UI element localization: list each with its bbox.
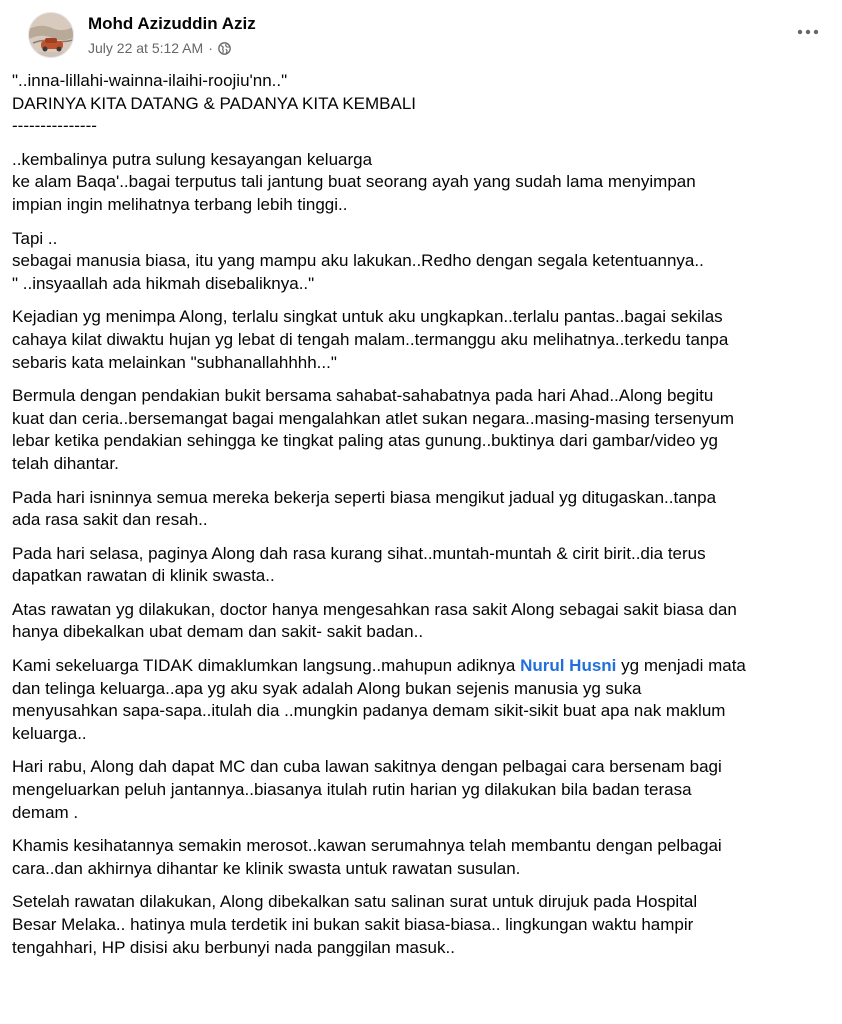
paragraph-3 <box>12 228 827 296</box>
text-line: Kejadian yg menimpa Along, terlalu singkat untuk aku ungkapkan..terlalu pantas..bagai sekilas <box>12 307 723 327</box>
paragraph-6 <box>12 487 827 532</box>
meta-separator: · <box>208 40 213 56</box>
text-line: Khamis kesihatannya semakin merosot..kawan serumahnya telah membantu dengan pelbagai <box>12 836 722 856</box>
more-options-button[interactable] <box>790 18 826 46</box>
text-line: dan telinga keluarga..apa yg aku syak adalah Along bukan sejenis manusia yg suka <box>12 678 642 698</box>
text-line: cahaya kilat diwaktu hujan yg lebat di tengah malam..termanggu aku melihatnya..terkedu tanpa <box>12 329 729 349</box>
text-segment: yg menjadi mata <box>616 656 746 676</box>
text-line: Bermula dengan pendakian bukit bersama sahabat-sahabatnya pada hari Ahad..Along begitu <box>12 386 714 406</box>
text-line <box>12 655 827 678</box>
text-line: Tapi .. <box>12 228 58 248</box>
text-line: Hari rabu, Along dah dapat MC dan cuba lawan sakitnya dengan pelbagai cara bersenam bagi <box>12 757 722 777</box>
post-timestamp[interactable]: July 22 at 5:12 AM <box>88 40 204 56</box>
text-line: "..inna-lillahi-wainna-ilaihi-roojiu'nn.." <box>12 71 288 90</box>
text-line: ..kembalinya putra sulung kesayangan keluarga <box>12 149 373 169</box>
paragraph-8 <box>12 599 827 644</box>
text-line: menyusahkan sapa-sapa..itulah dia ..mungkin padanya demam sikit-sikit buat apa nak maklum <box>12 701 726 721</box>
author-name[interactable]: Mohd Azizuddin Aziz <box>88 14 256 33</box>
globe-icon[interactable] <box>218 42 231 55</box>
text-line: Atas rawatan yg dilakukan, doctor hanya mengesahkan rasa sakit Along sebagai sakit biasa dan <box>12 599 737 619</box>
avatar[interactable] <box>28 12 74 58</box>
post-body <box>12 70 827 970</box>
text-line: impian ingin melihatnya terbang lebih tinggi.. <box>12 194 348 214</box>
text-segment: Kami sekeluarga TIDAK dimaklumkan langsung..mahupun adiknya <box>12 656 521 676</box>
text-line: sebagai manusia biasa, itu yang mampu aku lakukan..Redho dengan segala ketentuannya.. <box>12 251 704 271</box>
paragraph-4 <box>12 306 827 374</box>
text-line: ada rasa sakit dan resah.. <box>12 510 208 530</box>
text-line: Pada hari selasa, paginya Along dah rasa kurang sihat..muntah-muntah & cirit birit..dia terus <box>12 543 706 563</box>
post-header <box>16 0 826 64</box>
text-line: cara..dan akhirnya dihantar ke klinik swasta untuk rawatan susulan. <box>12 858 521 878</box>
text-line: telah dihantar. <box>12 453 119 473</box>
paragraph-9 <box>12 655 827 745</box>
text-line: hanya dibekalkan ubat demam dan sakit- sakit badan.. <box>12 622 424 642</box>
text-line: Pada hari isninnya semua mereka bekerja seperti biasa mengikut jadual yg ditugaskan..tanpa <box>12 487 717 507</box>
text-line: dapatkan rawatan di klinik swasta.. <box>12 566 275 586</box>
paragraph-1 <box>12 70 827 138</box>
text-line: keluarga.. <box>12 723 87 743</box>
more-options-icon <box>797 29 819 35</box>
paragraph-10 <box>12 756 827 824</box>
text-line: DARINYA KITA DATANG & PADANYA KITA KEMBALI <box>12 93 417 113</box>
paragraph-5 <box>12 385 827 475</box>
post-meta <box>88 40 231 56</box>
text-line: Besar Melaka.. hatinya mula terdetik ini bukan sakit biasa-biasa.. lingkungan waktu hampir <box>12 915 694 934</box>
text-line: kuat dan ceria..bersemangat bagai mengalahkan atlet sukan negara..masing-masing tersenyum <box>12 408 734 428</box>
text-line: demam . <box>12 802 79 822</box>
paragraph-11 <box>12 835 827 880</box>
paragraph-2 <box>12 149 827 217</box>
text-line: sebaris kata melainkan "subhanallahhhh..." <box>12 352 337 372</box>
text-line: lebar ketika pendakian sehingga ke tingkat paling atas gunung..buktinya dari gambar/video yg <box>12 431 718 451</box>
text-line: Setelah rawatan dilakukan, Along dibekalkan satu salinan surat untuk dirujuk pada Hospital <box>12 892 698 912</box>
text-line: --------------- <box>12 116 97 136</box>
avatar-image <box>29 13 74 58</box>
text-line: tengahhari, HP disisi aku berbunyi nada panggilan masuk.. <box>12 937 455 957</box>
mention-link-nurul-husni[interactable]: Nurul Husni <box>520 656 617 676</box>
text-line: mengeluarkan peluh jantannya..biasanya itulah rutin harian yg dilakukan bila badan terasa <box>12 780 692 800</box>
text-line: " ..insyaallah ada hikmah disebaliknya.." <box>12 273 315 293</box>
text-line: ke alam Baqa'..bagai terputus tali jantung buat seorang ayah yang sudah lama menyimpan <box>12 172 696 192</box>
paragraph-12 <box>12 891 827 959</box>
paragraph-7 <box>12 543 827 588</box>
